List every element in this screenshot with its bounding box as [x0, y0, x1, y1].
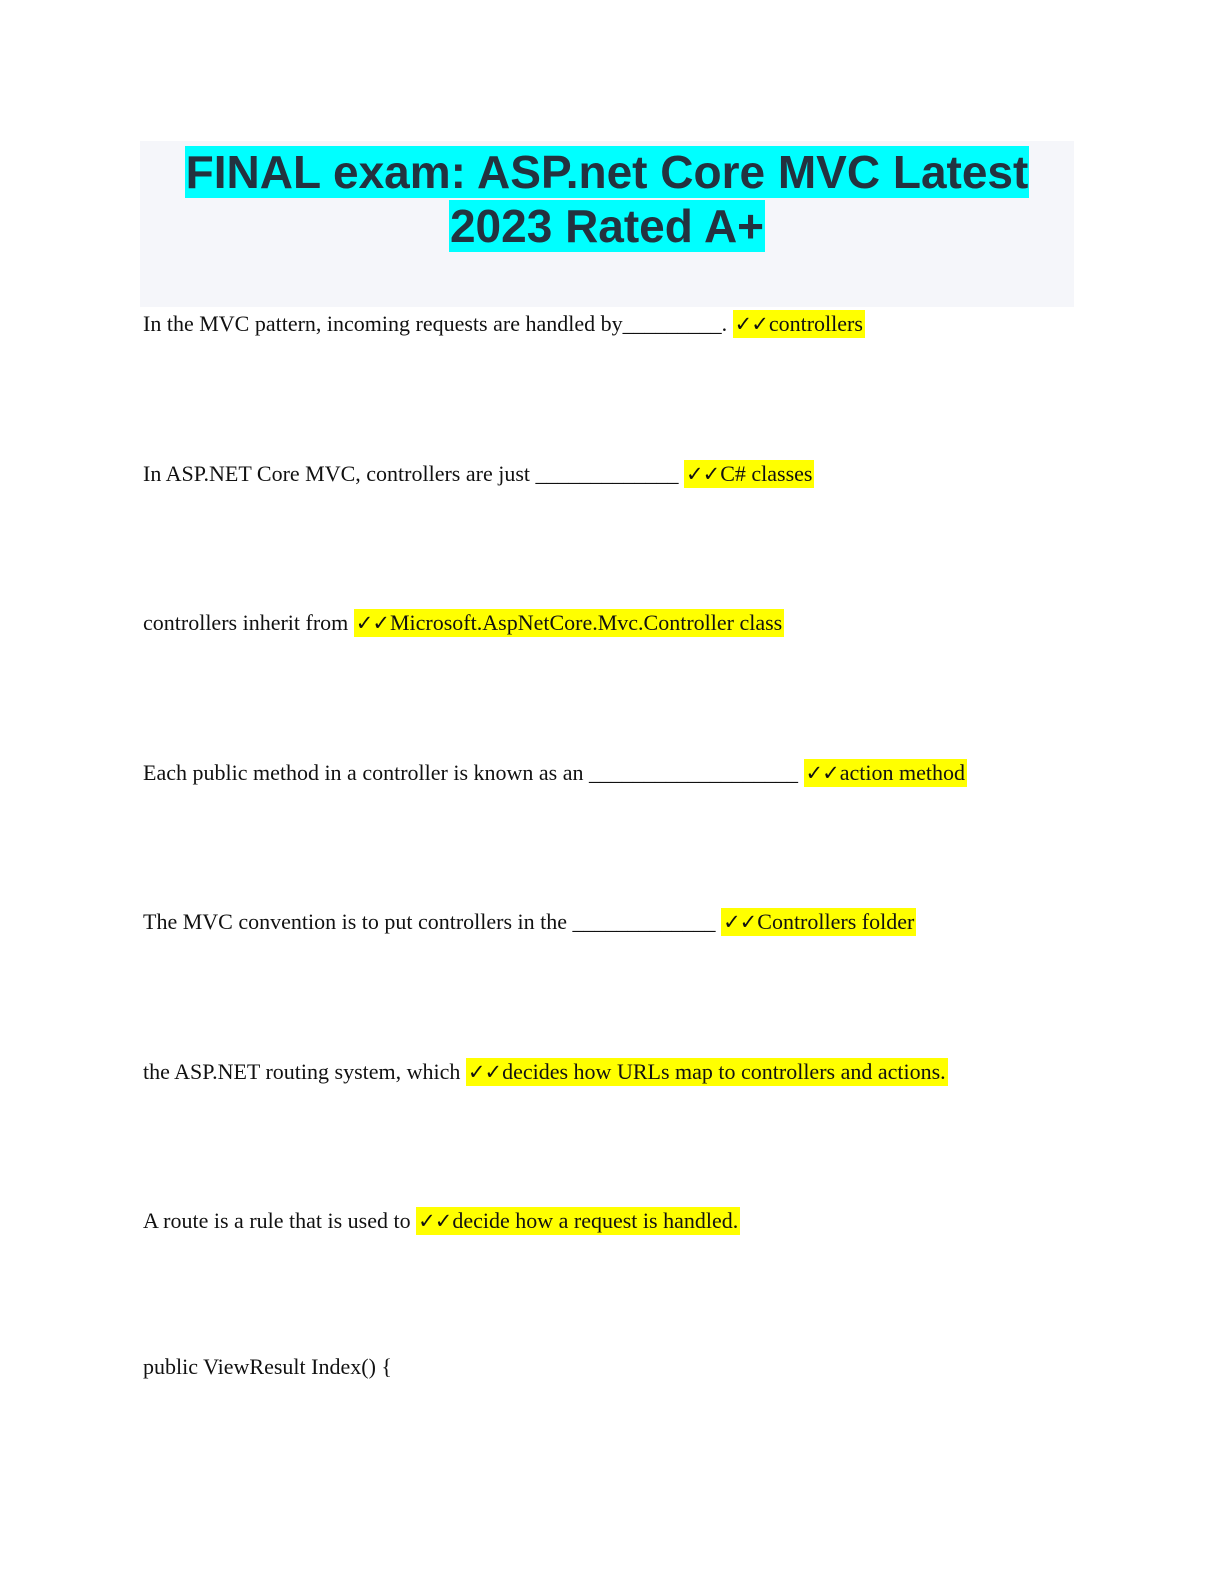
qa-item-7: [143, 1208, 740, 1234]
qa-item-1: [143, 311, 865, 337]
check-icon: ✓✓: [467, 1060, 502, 1084]
answer-highlight: [416, 1207, 740, 1235]
check-icon: ✓✓: [734, 312, 768, 336]
answer-text: controllers: [768, 311, 863, 336]
answer-text: C# classes: [720, 461, 813, 486]
title-line-2: 2023 Rated A+: [449, 200, 765, 252]
answer-text: action method: [839, 760, 965, 785]
check-icon: ✓✓: [686, 462, 720, 486]
check-icon: ✓✓: [355, 611, 389, 635]
qa-item-6: [143, 1059, 948, 1085]
answer-text: Microsoft.AspNetCore.Mvc.Controller class: [389, 610, 783, 635]
qa-item-5: [143, 909, 916, 935]
qa-item-3: [143, 610, 784, 636]
question-text: A route is a rule that is used to: [143, 1208, 417, 1233]
title-line-1: FINAL exam: ASP.net Core MVC Latest: [185, 146, 1029, 198]
answer-text: Controllers folder: [757, 909, 915, 934]
qa-item-4: [143, 760, 967, 786]
answer-highlight: [684, 460, 814, 488]
code-text: public ViewResult Index() {: [143, 1354, 392, 1379]
answer-highlight: [804, 759, 967, 787]
question-text: the ASP.NET routing system, which: [143, 1059, 466, 1084]
answer-highlight: [354, 609, 784, 637]
qa-item-2: [143, 461, 814, 487]
question-text: In ASP.NET Core MVC, controllers are just _____________: [143, 461, 685, 486]
answer-text: decides how URLs map to controllers and actions.: [502, 1059, 946, 1084]
answer-highlight: [721, 908, 916, 936]
question-text: Each public method in a controller is known as an ___________________: [143, 760, 804, 785]
title-block: [140, 141, 1074, 307]
check-icon: ✓✓: [418, 1209, 452, 1233]
question-text: In the MVC pattern, incoming requests are handled by_________.: [143, 311, 733, 336]
check-icon: ✓✓: [805, 761, 839, 785]
answer-highlight: [733, 310, 865, 338]
check-icon: ✓✓: [723, 910, 757, 934]
answer-text: decide how a request is handled.: [452, 1208, 739, 1233]
question-text: The MVC convention is to put controllers in the _____________: [143, 909, 722, 934]
answer-highlight: [466, 1058, 948, 1086]
code-line: [143, 1354, 392, 1380]
question-text: controllers inherit from: [143, 610, 354, 635]
